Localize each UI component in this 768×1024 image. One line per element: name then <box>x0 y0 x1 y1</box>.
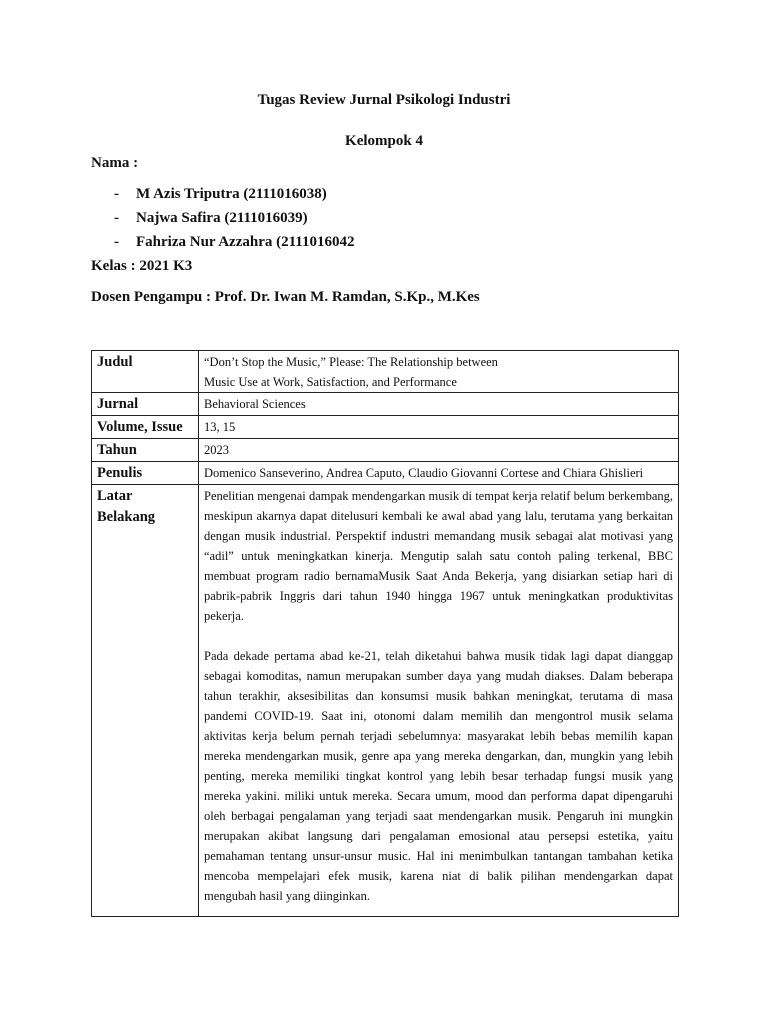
row-label-latar-belakang <box>92 485 199 917</box>
group-name: Kelompok 4 <box>345 133 423 149</box>
table-row-latar-belakang <box>92 485 679 917</box>
member-item <box>114 233 354 257</box>
table-row-jurnal <box>92 393 679 416</box>
member-item <box>114 209 354 233</box>
lecturer-info: Dosen Pengampu : Prof. Dr. Iwan M. Ramdan, S.Kp., M.Kes <box>91 289 480 305</box>
background-paragraph-2: Pada dekade pertama abad ke-21, telah diketahui bahwa musik tidak lagi dapat dianggap sebagai komoditas, namun merupakan sumber daya yang mudah diakses. Dalam beberapa tahun terakhir, aksesibilitas dan konsumsi musik bahkan meningkat, terutama di masa pandemi COVID-19. Saat ini, otonomi dalam memilih dan mengontrol musik selama aktivitas kerja belum pernah terjadi sebelumnya: masyarakat lebih bebas memilih kapan mereka mendengarkan musik, genre apa yang mereka dengarkan, dan, mungkin yang lebih penting, mereka memiliki tingkat kontrol yang lebih besar terhadap fungsi musik yang mereka yakini. miliki untuk mereka. Secara umum, mood dan performa dapat dipengaruhi oleh berbagai pengalaman yang terjadi saat mendengarkan musik. Pengaruh ini mungkin merupakan akibat langsung dari pengalaman emosional atau persepsi estetika, yaitu pemahaman tentang unsur-unsur music. Hal ini menimbulkan tantangan tambahan ketika mencoba mempelajari efek musik, karena niat di balik pilihan mendengarkan dapat mengubah hasil yang diinginkan. <box>204 649 673 903</box>
class-info: Kelas : 2021 K3 <box>91 258 193 274</box>
row-value-volume: 13, 15 <box>199 416 679 439</box>
row-value-judul <box>199 351 679 393</box>
table-row-volume <box>92 416 679 439</box>
row-label-tahun: Tahun <box>92 439 199 462</box>
row-value-tahun: 2023 <box>199 439 679 462</box>
row-label-penulis: Penulis <box>92 462 199 485</box>
review-table <box>91 350 679 917</box>
document-title: Tugas Review Jurnal Psikologi Industri <box>257 92 511 108</box>
member-name: Najwa Safira (2111016039) <box>136 210 308 226</box>
nama-label: Nama : <box>91 155 139 171</box>
judul-line-2: Music Use at Work, Satisfaction, and Performance <box>204 375 457 389</box>
row-value-latar-belakang <box>199 485 679 917</box>
list-dash: - <box>114 210 119 226</box>
latar-label-line-1: Latar <box>97 488 133 504</box>
member-item <box>114 185 354 209</box>
background-paragraph-1: Penelitian mengenai dampak mendengarkan musik di tempat kerja relatif belum berkembang, meskipun akarnya dapat ditelusuri kembali ke awal abad yang lalu, terutama yang berkaitan dengan musik industrial. Perspektif industri memandang musik sebagai alat motivasi yang “adil” untuk meningkatkan kinerja. Mengutip salah satu contoh paling terkenal, BBC membuat program radio bernamaMusik Saat Anda Bekerja, yang disiarkan setiap hari di pabrik-pabrik Inggris dari tahun 1940 hingga 1967 untuk meningkatkan produktivitas pekerja. <box>204 489 673 623</box>
table-row-penulis <box>92 462 679 485</box>
judul-line-1: “Don’t Stop the Music,” Please: The Relationship between <box>204 355 498 369</box>
row-value-penulis: Domenico Sanseverino, Andrea Caputo, Claudio Giovanni Cortese and Chiara Ghislieri <box>199 462 679 485</box>
member-name: M Azis Triputra (2111016038) <box>136 186 327 202</box>
latar-label-line-2: Belakang <box>97 509 156 525</box>
member-name: Fahriza Nur Azzahra (2111016042 <box>136 234 355 250</box>
row-label-judul: Judul <box>92 351 199 393</box>
member-list <box>114 185 354 257</box>
row-value-jurnal: Behavioral Sciences <box>199 393 679 416</box>
row-label-volume: Volume, Issue <box>92 416 199 439</box>
table-row-judul <box>92 351 679 393</box>
table-row-tahun <box>92 439 679 462</box>
row-label-jurnal: Jurnal <box>92 393 199 416</box>
list-dash: - <box>114 234 119 250</box>
list-dash: - <box>114 186 119 202</box>
